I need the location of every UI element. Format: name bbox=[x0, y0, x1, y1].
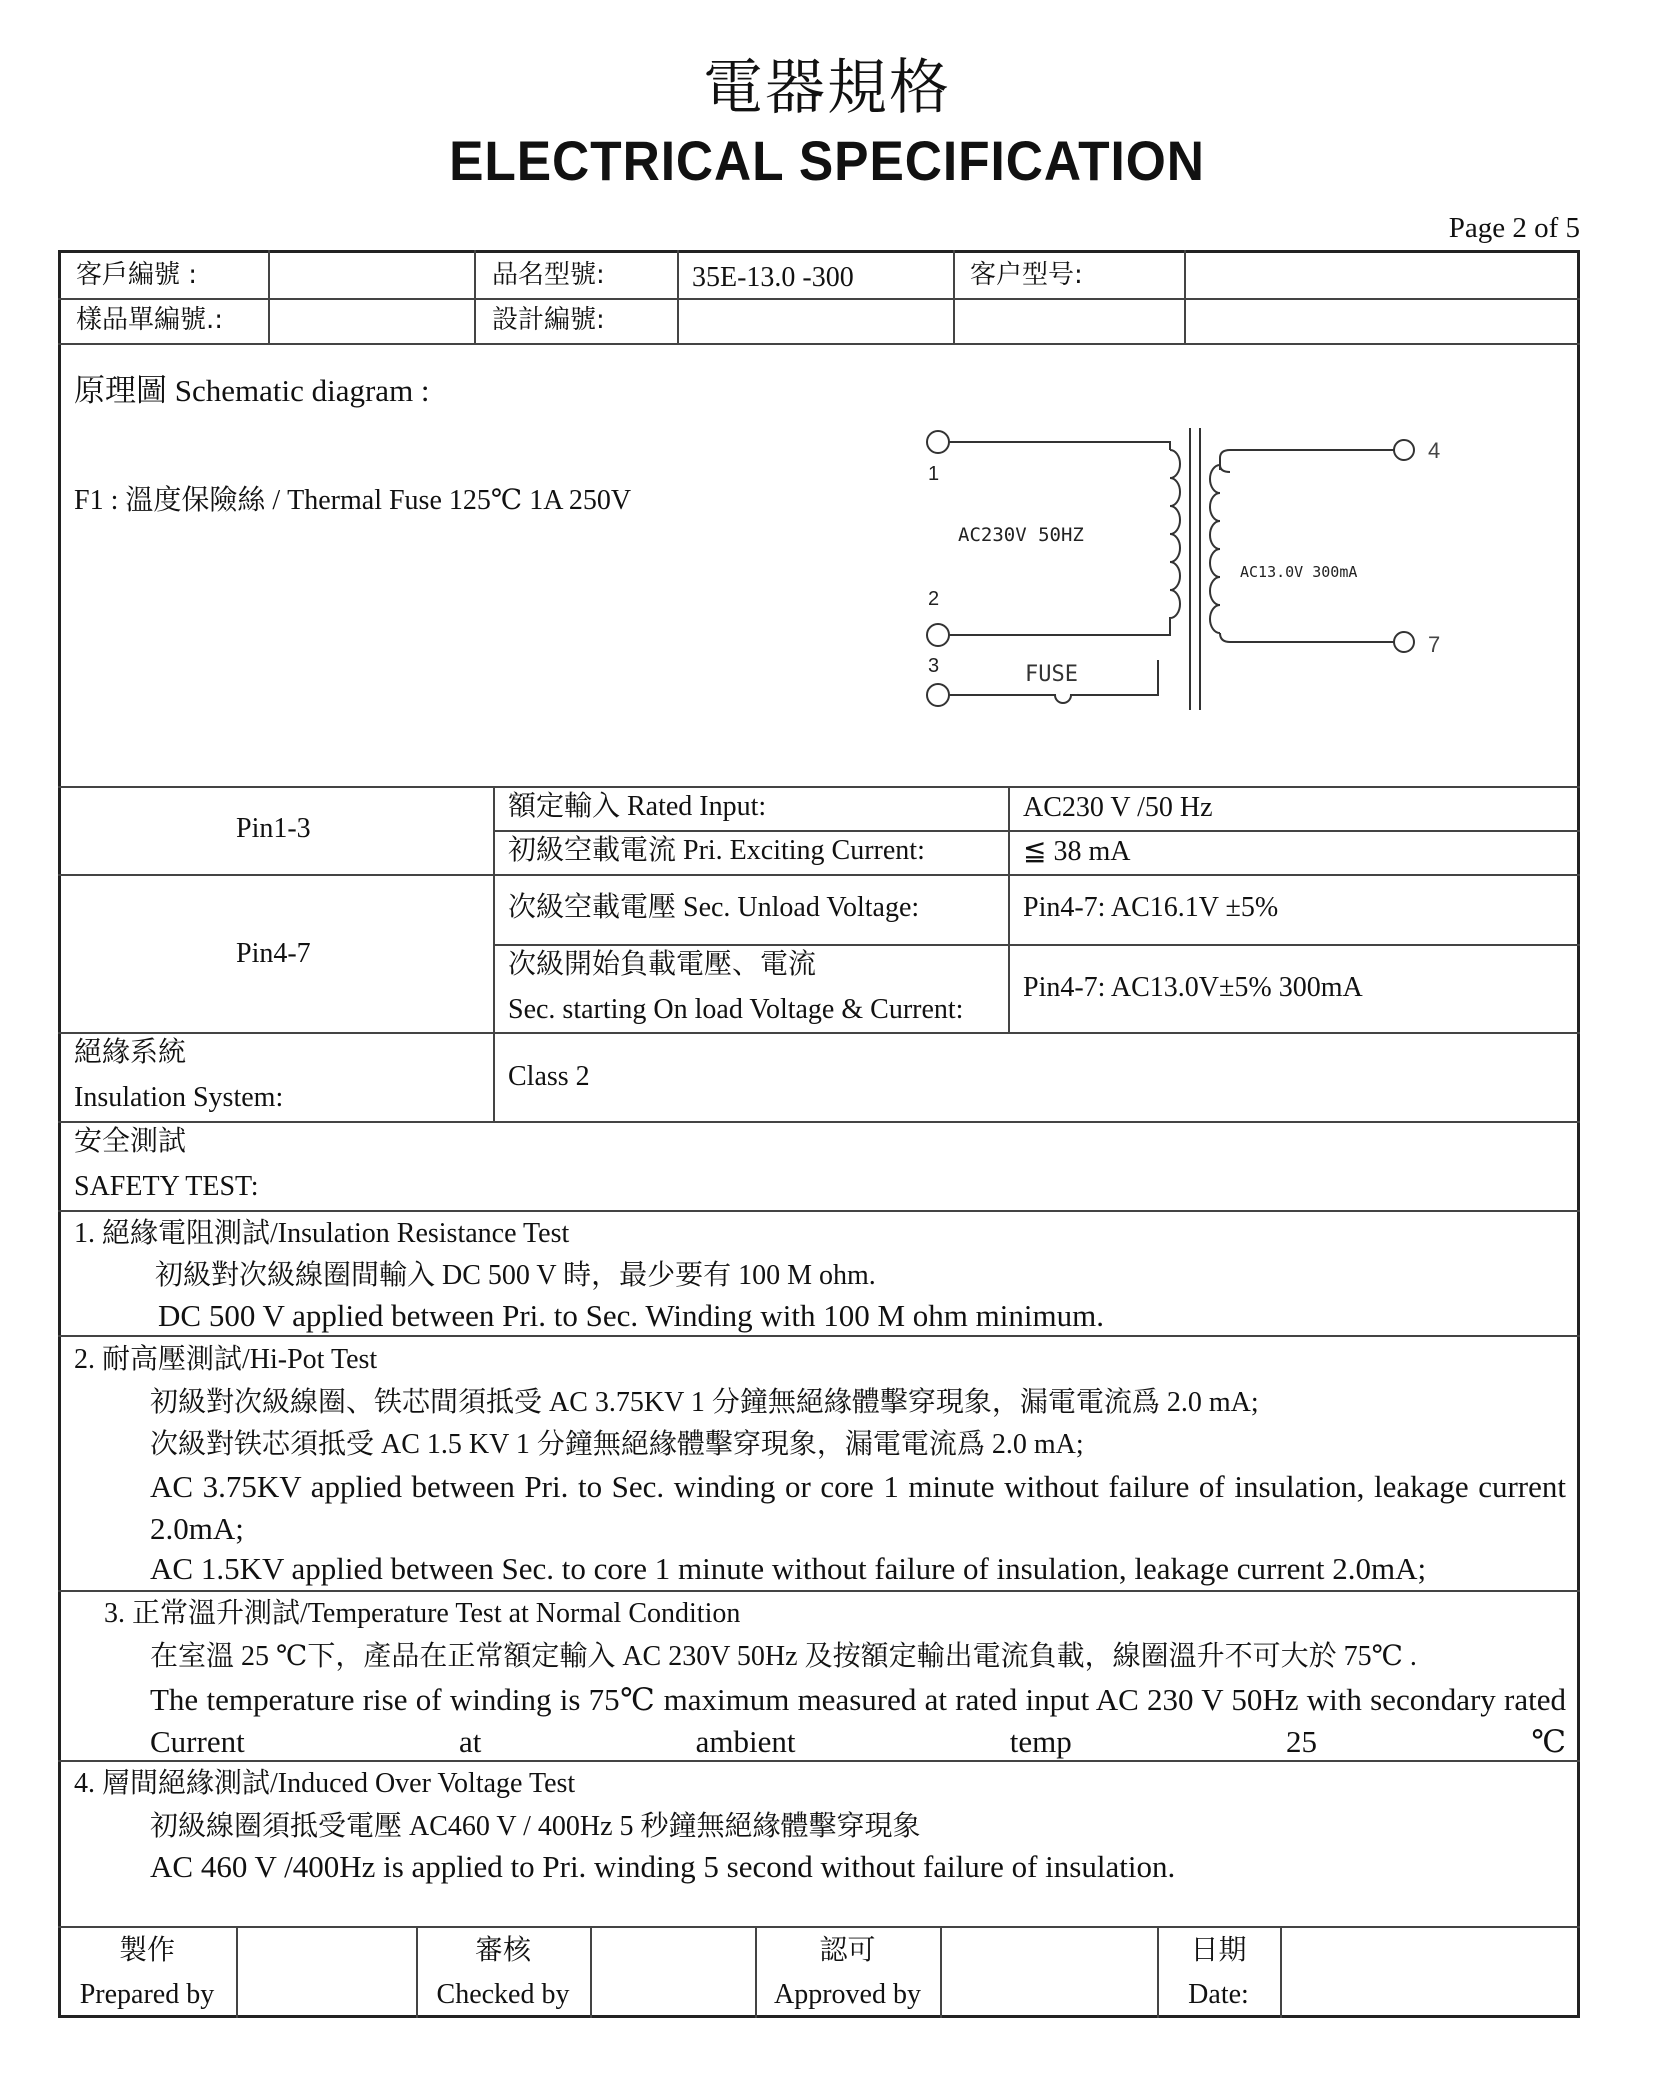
divider bbox=[58, 786, 1580, 788]
sample-no-label: 樣品單編號.: bbox=[76, 305, 224, 335]
customer-model-label: 客户型号: bbox=[970, 260, 1083, 290]
title-english: ELECTRICAL SPECIFICATION bbox=[449, 129, 1205, 192]
insulation-value: Class 2 bbox=[508, 1061, 590, 1092]
secondary-top-wire bbox=[1220, 450, 1394, 465]
test2-english-1: AC 3.75KV applied between Pri. to Sec. winding or core 1 minute without failure of insulation, leakage current 2.0mA; bbox=[150, 1469, 1566, 1546]
divider bbox=[493, 830, 1580, 832]
primary-voltage-label: AC230V 50HZ bbox=[958, 524, 1084, 546]
test3-chinese: 在室溫 25 ℃下，產品在正常額定輸入 AC 230V 50Hz 及按額定輸出電流負載，線圈溫升不可大於 75℃ . bbox=[150, 1641, 1417, 1672]
divider bbox=[268, 250, 270, 343]
divider bbox=[236, 1926, 238, 2018]
divider bbox=[58, 1926, 1580, 1928]
divider bbox=[58, 1590, 1580, 1592]
divider bbox=[58, 298, 1580, 300]
divider bbox=[1008, 786, 1010, 1032]
pin4-label: 4 bbox=[1428, 438, 1441, 463]
pin47-label: Pin4-7 bbox=[236, 938, 311, 969]
product-model-value: 35E-13.0 -300 bbox=[692, 262, 854, 293]
onload-label-en: Sec. starting On load Voltage & Current: bbox=[508, 994, 964, 1025]
onload-value: Pin4-7: AC13.0V±5% 300mA bbox=[1023, 972, 1363, 1003]
test2-chinese-1: 初級對次級線圈、铁芯間須抵受 AC 3.75KV 1 分鐘無絕緣體擊穿現象，漏電電流爲 2.0 mA; bbox=[150, 1387, 1259, 1418]
exciting-current-label: 初級空載電流 Pri. Exciting Current: bbox=[508, 835, 925, 866]
pin3-terminal bbox=[927, 684, 949, 706]
checked-by-en: Checked by bbox=[436, 1979, 570, 2010]
fuse-label: FUSE bbox=[1025, 662, 1078, 687]
schematic-heading: 原理圖 Schematic diagram : bbox=[74, 373, 430, 408]
design-no-label: 設計編號: bbox=[492, 305, 605, 335]
rated-input-label: 額定輸入 Rated Input: bbox=[508, 791, 767, 822]
divider bbox=[493, 944, 1580, 946]
divider bbox=[940, 1926, 942, 2018]
pin2-label: 2 bbox=[928, 588, 940, 610]
checked-by-cn: 審核 bbox=[474, 1935, 531, 1966]
test1-title: 1. 絕緣電阻測試/Insulation Resistance Test bbox=[74, 1218, 570, 1249]
page-number: Page 2 of 5 bbox=[1448, 212, 1580, 244]
test4-title: 4. 層間絕緣測試/Induced Over Voltage Test bbox=[74, 1768, 576, 1799]
insulation-label-cn: 絕緣系統 bbox=[74, 1037, 187, 1068]
test4-english: AC 460 V /400Hz is applied to Pri. winding 5 second without failure of insulation. bbox=[150, 1849, 1176, 1884]
approved-by-cn: 認可 bbox=[819, 1935, 876, 1966]
primary-bottom-wire bbox=[949, 630, 1170, 635]
divider bbox=[677, 250, 679, 343]
divider bbox=[58, 1210, 1580, 1212]
safety-label-en: SAFETY TEST: bbox=[74, 1171, 259, 1202]
pin4-terminal bbox=[1394, 440, 1414, 460]
exciting-current-value: ≦ 38 mA bbox=[1023, 836, 1131, 867]
secondary-bottom-wire bbox=[1220, 633, 1394, 642]
unload-voltage-label: 次級空載電壓 Sec. Unload Voltage: bbox=[508, 892, 920, 923]
pin7-terminal bbox=[1394, 632, 1414, 652]
secondary-coil bbox=[1210, 465, 1220, 633]
test3-title: 3. 正常溫升測試/Temperature Test at Normal Condition bbox=[104, 1598, 741, 1629]
test1-chinese: 初級對次級線圈間輸入 DC 500 V 時，最少要有 100 M ohm. bbox=[155, 1260, 876, 1291]
primary-top-wire bbox=[949, 442, 1170, 450]
test2-english-2: AC 1.5KV applied between Sec. to core 1 minute without failure of insulation, leakage current 2.0mA; bbox=[150, 1551, 1427, 1586]
divider bbox=[590, 1926, 592, 2018]
insulation-label-en: Insulation System: bbox=[74, 1082, 284, 1113]
test2-title: 2. 耐高壓測試/Hi-Pot Test bbox=[74, 1344, 378, 1375]
prepared-by-cn: 製作 bbox=[118, 1935, 175, 1966]
pin2-terminal bbox=[927, 624, 949, 646]
divider bbox=[1280, 1926, 1282, 2018]
divider bbox=[58, 1032, 1580, 1034]
unload-voltage-value: Pin4-7: AC16.1V ±5% bbox=[1023, 892, 1279, 923]
title-chinese: 電器規格 bbox=[703, 53, 951, 123]
divider bbox=[58, 874, 1580, 876]
secondary-rating-label: AC13.0V 300mA bbox=[1240, 563, 1358, 581]
safety-label-cn: 安全測試 bbox=[74, 1126, 187, 1157]
rated-input-value: AC230 V /50 Hz bbox=[1023, 792, 1213, 823]
test3-english: The temperature rise of winding is 75℃ maximum measured at rated input AC 230 V 50Hz with secondary rated Current at ambient temp 25 ℃ bbox=[150, 1682, 1566, 1759]
onload-label-cn: 次級開始負載電壓、電流 bbox=[508, 949, 817, 980]
approved-by-en: Approved by bbox=[774, 1979, 921, 2010]
test2-chinese-2: 次級對铁芯須抵受 AC 1.5 KV 1 分鐘無絕緣體擊穿現象，漏電電流爲 2.0 mA; bbox=[150, 1429, 1084, 1460]
divider bbox=[58, 1335, 1580, 1337]
divider bbox=[953, 250, 955, 343]
divider bbox=[58, 1760, 1580, 1762]
product-model-label: 品名型號: bbox=[492, 260, 605, 290]
test1-english: DC 500 V applied between Pri. to Sec. Winding with 100 M ohm minimum. bbox=[158, 1298, 1104, 1333]
pin7-label: 7 bbox=[1428, 632, 1441, 657]
divider bbox=[1184, 250, 1186, 343]
date-en: Date: bbox=[1188, 1979, 1249, 2010]
pin1-terminal bbox=[927, 431, 949, 453]
divider bbox=[58, 343, 1580, 345]
date-cn: 日期 bbox=[1190, 1935, 1247, 1966]
primary-coil bbox=[1170, 450, 1180, 630]
pin1-label: 1 bbox=[928, 463, 940, 485]
divider bbox=[493, 786, 495, 1121]
transformer-schematic bbox=[900, 410, 1470, 730]
divider bbox=[58, 1121, 1580, 1123]
prepared-by-en: Prepared by bbox=[79, 1979, 215, 2010]
test4-chinese: 初級線圈須抵受電壓 AC460 V / 400Hz 5 秒鐘無絕緣體擊穿現象 bbox=[150, 1811, 921, 1842]
fuse-note: F1 : 溫度保險絲 / Thermal Fuse 125℃ 1A 250V bbox=[74, 485, 632, 516]
pin13-label: Pin1-3 bbox=[236, 813, 311, 844]
divider bbox=[474, 250, 476, 343]
pin3-label: 3 bbox=[928, 655, 940, 677]
customer-no-label: 客戶編號 : bbox=[76, 260, 198, 290]
